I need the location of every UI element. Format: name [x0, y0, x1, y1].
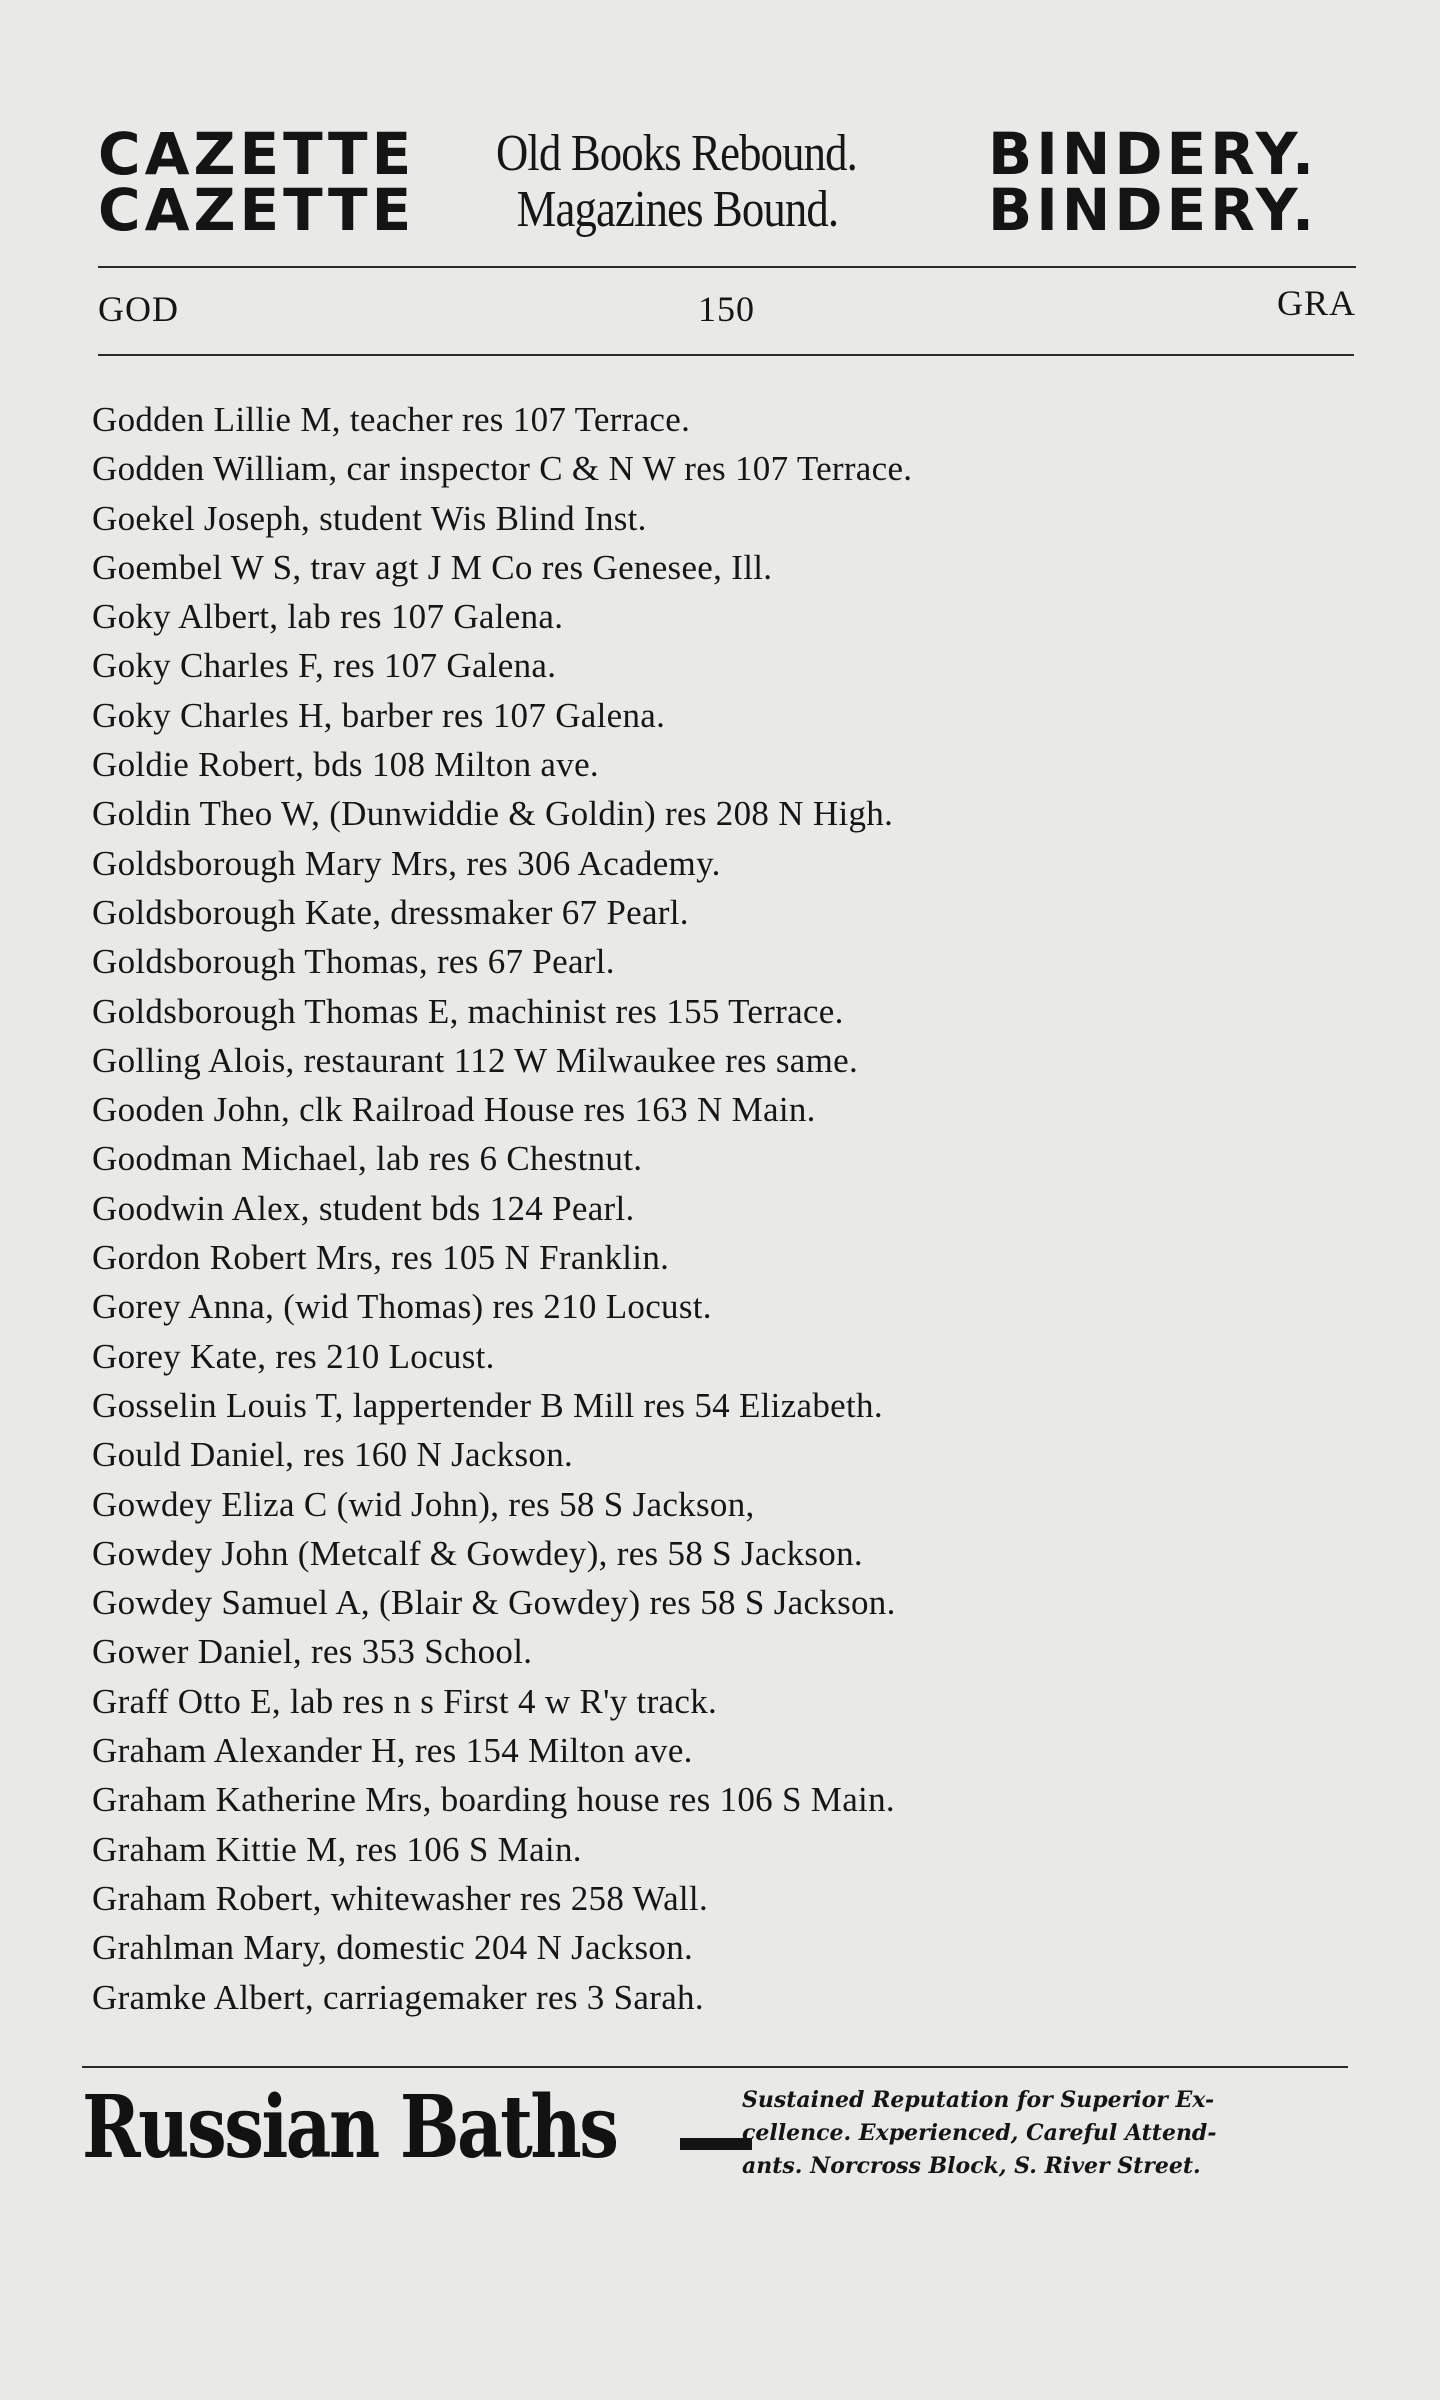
directory-entry: Goldie Robert, bds 108 Milton ave. [92, 745, 599, 785]
directory-entry: Gorey Kate, res 210 Locust. [92, 1336, 495, 1376]
directory-entry: Goldsborough Thomas E, machinist res 155 Terrace. [92, 991, 844, 1031]
footer-rule [82, 2066, 1348, 2068]
directory-entry: Goldin Theo W, (Dunwiddie & Goldin) res 208 N High. [92, 794, 894, 834]
running-head-left: GOD [98, 289, 179, 329]
directory-entry: Goekel Joseph, student Wis Blind Inst. [92, 498, 647, 538]
directory-entries [92, 395, 1342, 2022]
directory-entry: Goodman Michael, lab res 6 Chestnut. [92, 1139, 643, 1179]
bindery-services-block [496, 126, 916, 238]
directory-entry: Gowdey Samuel A, (Blair & Gowdey) res 58 S Jackson. [92, 1583, 896, 1623]
gazette-brand-line: CAZETTE [98, 120, 416, 188]
running-head [98, 282, 1356, 342]
header-rule [98, 266, 1356, 268]
russian-baths-tagline [742, 2084, 1352, 2183]
tagline-line: ants. Norcross Block, S. River Street. [742, 2153, 1201, 2179]
page-number: 150 [698, 289, 755, 329]
directory-entry: Goldsborough Kate, dressmaker 67 Pearl. [92, 892, 689, 932]
directory-entry: Gower Daniel, res 353 School. [92, 1632, 533, 1672]
directory-entry: Goldsborough Mary Mrs, res 306 Academy. [92, 843, 721, 883]
directory-entry: Gowdey John (Metcalf & Gowdey), res 58 S Jackson. [92, 1533, 863, 1573]
directory-entry: Goky Albert, lab res 107 Galena. [92, 597, 564, 637]
directory-entry: Goodwin Alex, student bds 124 Pearl. [92, 1188, 635, 1228]
directory-entry: Gooden John, clk Railroad House res 163 N Main. [92, 1090, 816, 1130]
directory-entry: Goky Charles F, res 107 Galena. [92, 646, 557, 686]
directory-entry: Goldsborough Thomas, res 67 Pearl. [92, 942, 615, 982]
directory-entry: Gorey Anna, (wid Thomas) res 210 Locust. [92, 1287, 712, 1327]
directory-entry: Gordon Robert Mrs, res 105 N Franklin. [92, 1238, 670, 1278]
bindery-brand-block [988, 120, 1319, 244]
gazette-brand-line: CAZETTE [98, 176, 416, 244]
tagline-line: Sustained Reputation for Superior Ex- [742, 2087, 1215, 2113]
directory-entry: Graff Otto E, lab res n s First 4 w R'y track. [92, 1681, 718, 1721]
bindery-advertisement [98, 120, 1358, 246]
russian-baths-title: Russian Baths [82, 2077, 617, 2178]
bindery-brand-line: BINDERY. [988, 176, 1319, 244]
directory-entry: Graham Katherine Mrs, boarding house res 106 S Main. [92, 1780, 895, 1820]
directory-entry: Gramke Albert, carriagemaker res 3 Sarah. [92, 1977, 704, 2017]
directory-entry: Gowdey Eliza C (wid John), res 58 S Jackson, [92, 1484, 755, 1524]
directory-entry: Graham Kittie M, res 106 S Main. [92, 1829, 582, 1869]
running-head-right: GRA [1276, 283, 1356, 323]
directory-entry: Gosselin Louis T, lappertender B Mill res 54 Elizabeth. [92, 1385, 883, 1425]
bindery-brand-line: BINDERY. [988, 120, 1319, 188]
directory-entry: Graham Robert, whitewasher res 258 Wall. [92, 1878, 709, 1918]
directory-entry: Godden Lillie M, teacher res 107 Terrace. [92, 400, 691, 439]
gazette-brand-block [98, 120, 416, 244]
directory-entry: Golling Alois, restaurant 112 W Milwaukee res same. [92, 1040, 859, 1080]
bindery-service-line: Old Books Rebound. [496, 125, 857, 182]
directory-entry: Grahlman Mary, domestic 204 N Jackson. [92, 1928, 694, 1968]
russian-baths-advertisement [82, 2078, 1362, 2188]
tagline-line: cellence. Experienced, Careful Attend- [742, 2120, 1217, 2146]
directory-entry: Godden William, car inspector C & N W res 107 Terrace. [92, 449, 913, 489]
running-head-rule [98, 354, 1354, 356]
bindery-service-line: Magazines Bound. [516, 181, 839, 238]
directory-entry: Gould Daniel, res 160 N Jackson. [92, 1435, 574, 1475]
directory-entry: Goky Charles H, barber res 107 Galena. [92, 695, 666, 735]
directory-entry: Goembel W S, trav agt J M Co res Genesee, Ill. [92, 547, 773, 587]
directory-entry: Graham Alexander H, res 154 Milton ave. [92, 1731, 693, 1771]
